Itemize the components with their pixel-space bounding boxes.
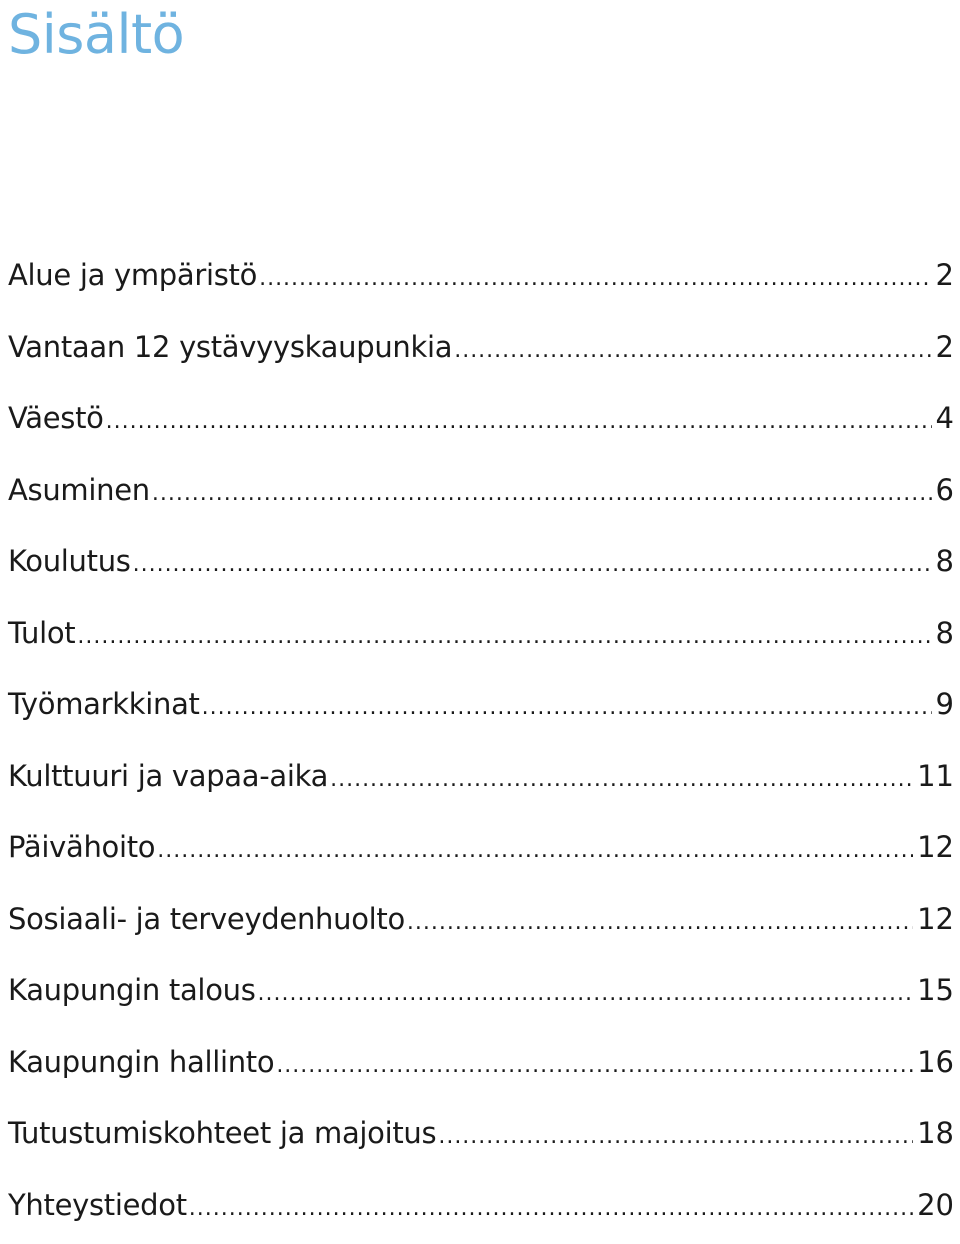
toc-entry-page: 6 — [936, 455, 954, 527]
toc-leader-dots — [77, 601, 931, 673]
toc-entry — [8, 598, 954, 670]
toc-entry-page: 18 — [917, 1098, 954, 1170]
toc-entry-page: 12 — [917, 884, 954, 956]
toc-leader-dots — [157, 815, 913, 887]
table-of-contents — [8, 240, 954, 1241]
toc-entry-page: 15 — [917, 955, 954, 1027]
toc-entry-page: 16 — [917, 1027, 954, 1099]
toc-entry-page: 8 — [936, 526, 954, 598]
toc-entry — [8, 955, 954, 1027]
toc-entry — [8, 240, 954, 312]
toc-entry-page: 20 — [917, 1170, 954, 1242]
toc-entry-label: Sosiaali- ja terveydenhuolto — [8, 884, 405, 956]
toc-leader-dots — [202, 672, 932, 744]
toc-entry-label: Väestö — [8, 383, 104, 455]
toc-leader-dots — [330, 744, 913, 816]
toc-leader-dots — [133, 529, 932, 601]
toc-entry — [8, 1027, 954, 1099]
toc-leader-dots — [152, 458, 932, 530]
toc-entry-label: Kaupungin hallinto — [8, 1027, 274, 1099]
toc-entry — [8, 884, 954, 956]
toc-entry — [8, 455, 954, 527]
toc-leader-dots — [276, 1030, 913, 1102]
toc-leader-dots — [259, 243, 931, 315]
toc-entry — [8, 741, 954, 813]
toc-entry-page: 2 — [936, 312, 954, 384]
toc-leader-dots — [438, 1101, 913, 1173]
toc-entry — [8, 312, 954, 384]
toc-leader-dots — [258, 958, 914, 1030]
toc-leader-dots — [454, 315, 931, 387]
toc-entry-page: 8 — [936, 598, 954, 670]
toc-entry-label: Tutustumiskohteet ja majoitus — [8, 1098, 436, 1170]
toc-leader-dots — [407, 887, 913, 959]
toc-leader-dots — [189, 1173, 913, 1244]
toc-entry — [8, 383, 954, 455]
toc-entry-label: Koulutus — [8, 526, 131, 598]
toc-entry-label: Tulot — [8, 598, 75, 670]
toc-entry-page: 9 — [936, 669, 954, 741]
toc-entry-page: 11 — [917, 741, 954, 813]
toc-entry-label: Päivähoito — [8, 812, 155, 884]
toc-entry-page: 4 — [936, 383, 954, 455]
toc-entry — [8, 669, 954, 741]
toc-entry-page: 2 — [936, 240, 954, 312]
toc-entry-label: Kaupungin talous — [8, 955, 256, 1027]
toc-entry-label: Yhteystiedot — [8, 1170, 187, 1242]
toc-entry — [8, 526, 954, 598]
toc-entry-label: Kulttuuri ja vapaa-aika — [8, 741, 328, 813]
toc-entry-page: 12 — [917, 812, 954, 884]
page-title: Sisältö — [8, 2, 184, 68]
toc-entry-label: Työmarkkinat — [8, 669, 200, 741]
toc-entry — [8, 812, 954, 884]
toc-entry-label: Asuminen — [8, 455, 150, 527]
toc-leader-dots — [106, 386, 932, 458]
toc-entry-label: Vantaan 12 ystävyyskaupunkia — [8, 312, 452, 384]
toc-entry — [8, 1098, 954, 1170]
toc-entry — [8, 1170, 954, 1242]
toc-entry-label: Alue ja ympäristö — [8, 240, 257, 312]
